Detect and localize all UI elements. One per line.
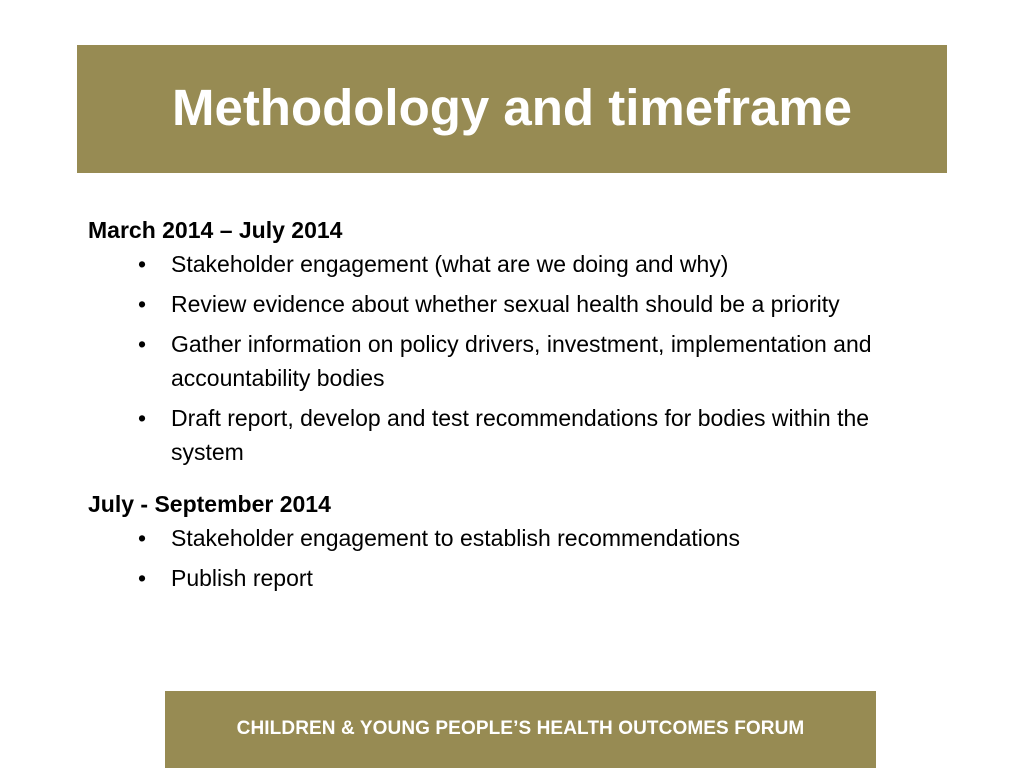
list-item-text: Review evidence about whether sexual health should be a priority [171,291,840,317]
bullet-marker: • [138,405,147,431]
title-banner [77,45,947,173]
slide-content [88,213,928,601]
list-item [88,247,928,281]
list-item [88,521,928,555]
list-item [88,561,928,595]
slide-title: Methodology and timeframe [171,78,853,136]
list-item [88,287,928,321]
bullet-marker: • [138,251,147,277]
section-spacer [88,475,928,487]
bullet-marker: • [138,331,147,357]
footer-text: CHILDREN & YOUNG PEOPLE’S HEALTH OUTCOMES FORUM [236,717,805,739]
bullet-list [88,521,928,595]
section-march-july [88,213,928,469]
list-item-text: Publish report [171,565,313,591]
list-item-text: Stakeholder engagement (what are we doing and why) [171,251,729,277]
bullet-marker: • [138,291,147,317]
section-july-september [88,487,928,595]
bullet-marker: • [138,525,147,551]
list-item [88,327,928,395]
list-item [88,401,928,469]
footer-banner [165,691,876,768]
list-item-text: Draft report, develop and test recommendations for bodies within the system [171,405,870,465]
bullet-list [88,247,928,469]
bullet-marker: • [138,565,147,591]
section-heading: July - September 2014 [88,491,331,517]
list-item-text: Stakeholder engagement to establish recommendations [171,525,740,551]
section-heading: March 2014 – July 2014 [88,217,343,243]
list-item-text: Gather information on policy drivers, investment, implementation and accountability bodies [171,331,872,391]
